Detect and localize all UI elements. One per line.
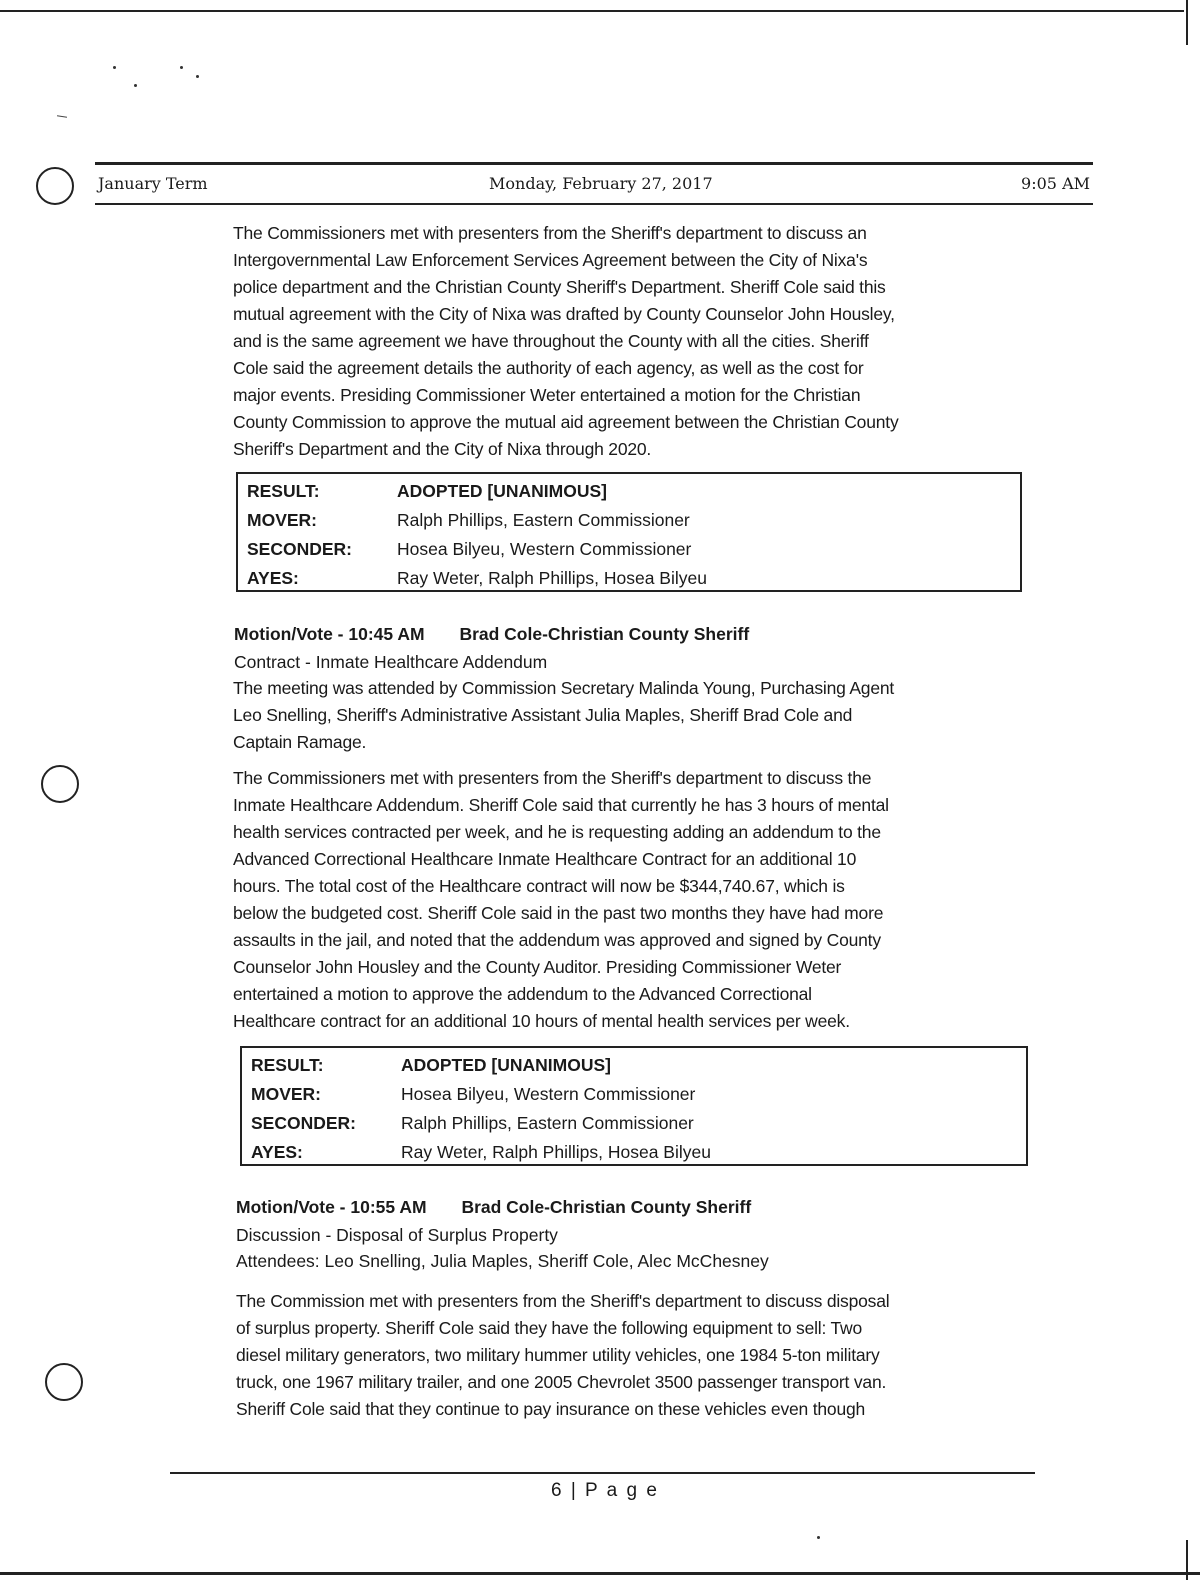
ayes-value: Ray Weter, Ralph Phillips, Hosea Bilyeu [401, 1142, 711, 1162]
vote-row-mover [238, 506, 1020, 535]
text-line: and is the same agreement we have throughout the County with all the cities. Sheriff [233, 331, 869, 351]
text-line: below the budgeted cost. Sheriff Cole said in the past two months they have had more [233, 903, 884, 923]
text-line: Inmate Healthcare Addendum. Sheriff Cole said that currently he has 3 hours of mental [233, 795, 889, 815]
text-line: health services contracted per week, and he is requesting adding an addendum to the [233, 822, 881, 842]
vote-row-mover [242, 1080, 1026, 1109]
result-value: ADOPTED [UNANIMOUS] [401, 1055, 611, 1075]
vote-result-box [236, 472, 1022, 592]
mover-label: MOVER: [247, 510, 317, 530]
text-line: entertained a motion to approve the addendum to the Advanced Correctional [233, 984, 812, 1004]
text-line: diesel military generators, two military hummer utility vehicles, one 1984 5-ton military [236, 1345, 880, 1365]
result-label: RESULT: [251, 1055, 324, 1075]
text-line: Captain Ramage. [233, 732, 367, 752]
text-line: major events. Presiding Commissioner Weter entertained a motion for the Christian [233, 385, 861, 405]
paragraph-nixa-agreement [233, 220, 1053, 463]
text-line: The Commissioners met with presenters from the Sheriff's department to discuss an [233, 223, 867, 243]
motion-presenter: Brad Cole-Christian County Sheriff [461, 1197, 752, 1217]
text-line: Healthcare contract for an additional 10 hours of mental health services per week. [233, 1011, 850, 1031]
text-line: police department and the Christian County Sheriff's Department. Sheriff Cole said this [233, 277, 886, 297]
seconder-label: SECONDER: [251, 1113, 357, 1133]
page-number: 6 | P a g e [551, 1480, 659, 1501]
ayes-value: Ray Weter, Ralph Phillips, Hosea Bilyeu [397, 568, 707, 588]
text-line: Counselor John Housley and the County Auditor. Presiding Commissioner Weter [233, 957, 842, 977]
text-line: Intergovernmental Law Enforcement Services Agreement between the City of Nixa's [233, 250, 868, 270]
meeting-time: 9:05 AM [1021, 174, 1090, 193]
text-line: Leo Snelling, Sheriff's Administrative Assistant Julia Maples, Sheriff Brad Cole and [233, 705, 853, 725]
paragraph-healthcare-addendum [233, 765, 1053, 1035]
motion-time: Motion/Vote - 10:45 AM [234, 624, 425, 644]
motion-attendees: Attendees: Leo Snelling, Julia Maples, Sheriff Cole, Alec McChesney [236, 1251, 769, 1271]
footer-rule [170, 1472, 1035, 1474]
scan-mark [57, 115, 67, 117]
vote-row-ayes [238, 564, 1020, 593]
scan-speck [134, 84, 137, 87]
text-line: assaults in the jail, and noted that the addendum was approved and signed by County [233, 930, 881, 950]
vote-row-ayes [242, 1138, 1026, 1167]
seconder-label: SECONDER: [247, 539, 353, 559]
text-line: The Commission met with presenters from the Sheriff's department to discuss disposal [236, 1291, 890, 1311]
text-line: County Commission to approve the mutual aid agreement between the Christian County [233, 412, 899, 432]
scan-top-edge [0, 10, 1184, 12]
vote-row-result [242, 1051, 1026, 1080]
vote-row-seconder [242, 1109, 1026, 1138]
text-line: Sheriff's Department and the City of Nixa through 2020. [233, 439, 652, 459]
ayes-label: AYES: [251, 1142, 303, 1162]
text-line: The Commissioners met with presenters from the Sheriff's department to discuss the [233, 768, 872, 788]
motion-presenter: Brad Cole-Christian County Sheriff [459, 624, 750, 644]
ayes-label: AYES: [247, 568, 299, 588]
punch-hole [36, 167, 74, 205]
mover-value: Hosea Bilyeu, Western Commissioner [401, 1084, 696, 1104]
vote-result-box [240, 1046, 1028, 1166]
motion-subject: Contract - Inmate Healthcare Addendum [234, 652, 548, 672]
paragraph-surplus-property [236, 1288, 1056, 1423]
scan-speck [196, 75, 199, 78]
mover-label: MOVER: [251, 1084, 321, 1104]
scan-right-edge [1186, 1540, 1188, 1580]
text-line: Cole said the agreement details the authority of each agency, as well as the cost for [233, 358, 864, 378]
paragraph-attendance [233, 675, 1053, 756]
header-rule [95, 162, 1093, 165]
result-value: ADOPTED [UNANIMOUS] [397, 481, 607, 501]
result-label: RESULT: [247, 481, 320, 501]
text-line: truck, one 1967 military trailer, and one 2005 Chevrolet 3500 passenger transport van. [236, 1372, 887, 1392]
seconder-value: Hosea Bilyeu, Western Commissioner [397, 539, 692, 559]
punch-hole [41, 765, 79, 803]
scan-right-edge [1186, 0, 1188, 45]
scan-speck [113, 66, 116, 69]
punch-hole [45, 1363, 83, 1401]
meeting-date: Monday, February 27, 2017 [489, 174, 713, 193]
text-line: Sheriff Cole said that they continue to pay insurance on these vehicles even though [236, 1399, 866, 1419]
scan-speck [817, 1536, 820, 1539]
text-line: of surplus property. Sheriff Cole said they have the following equipment to sell: Two [236, 1318, 862, 1338]
text-line: The meeting was attended by Commission Secretary Malinda Young, Purchasing Agent [233, 678, 895, 698]
vote-row-result [238, 477, 1020, 506]
text-line: Advanced Correctional Healthcare Inmate Healthcare Contract for an additional 10 [233, 849, 857, 869]
motion-subject: Discussion - Disposal of Surplus Property [236, 1225, 558, 1245]
scan-bottom-edge [0, 1572, 1200, 1575]
text-line: mutual agreement with the City of Nixa was drafted by County Counselor John Housley, [233, 304, 895, 324]
header-rule [95, 203, 1093, 205]
motion-time: Motion/Vote - 10:55 AM [236, 1197, 427, 1217]
motion-heading [234, 624, 749, 645]
term-label: January Term [98, 174, 208, 193]
seconder-value: Ralph Phillips, Eastern Commissioner [401, 1113, 694, 1133]
scan-speck [180, 66, 183, 69]
mover-value: Ralph Phillips, Eastern Commissioner [397, 510, 690, 530]
vote-row-seconder [238, 535, 1020, 564]
motion-heading [236, 1197, 751, 1218]
text-line: hours. The total cost of the Healthcare contract will now be $344,740.67, which is [233, 876, 845, 896]
